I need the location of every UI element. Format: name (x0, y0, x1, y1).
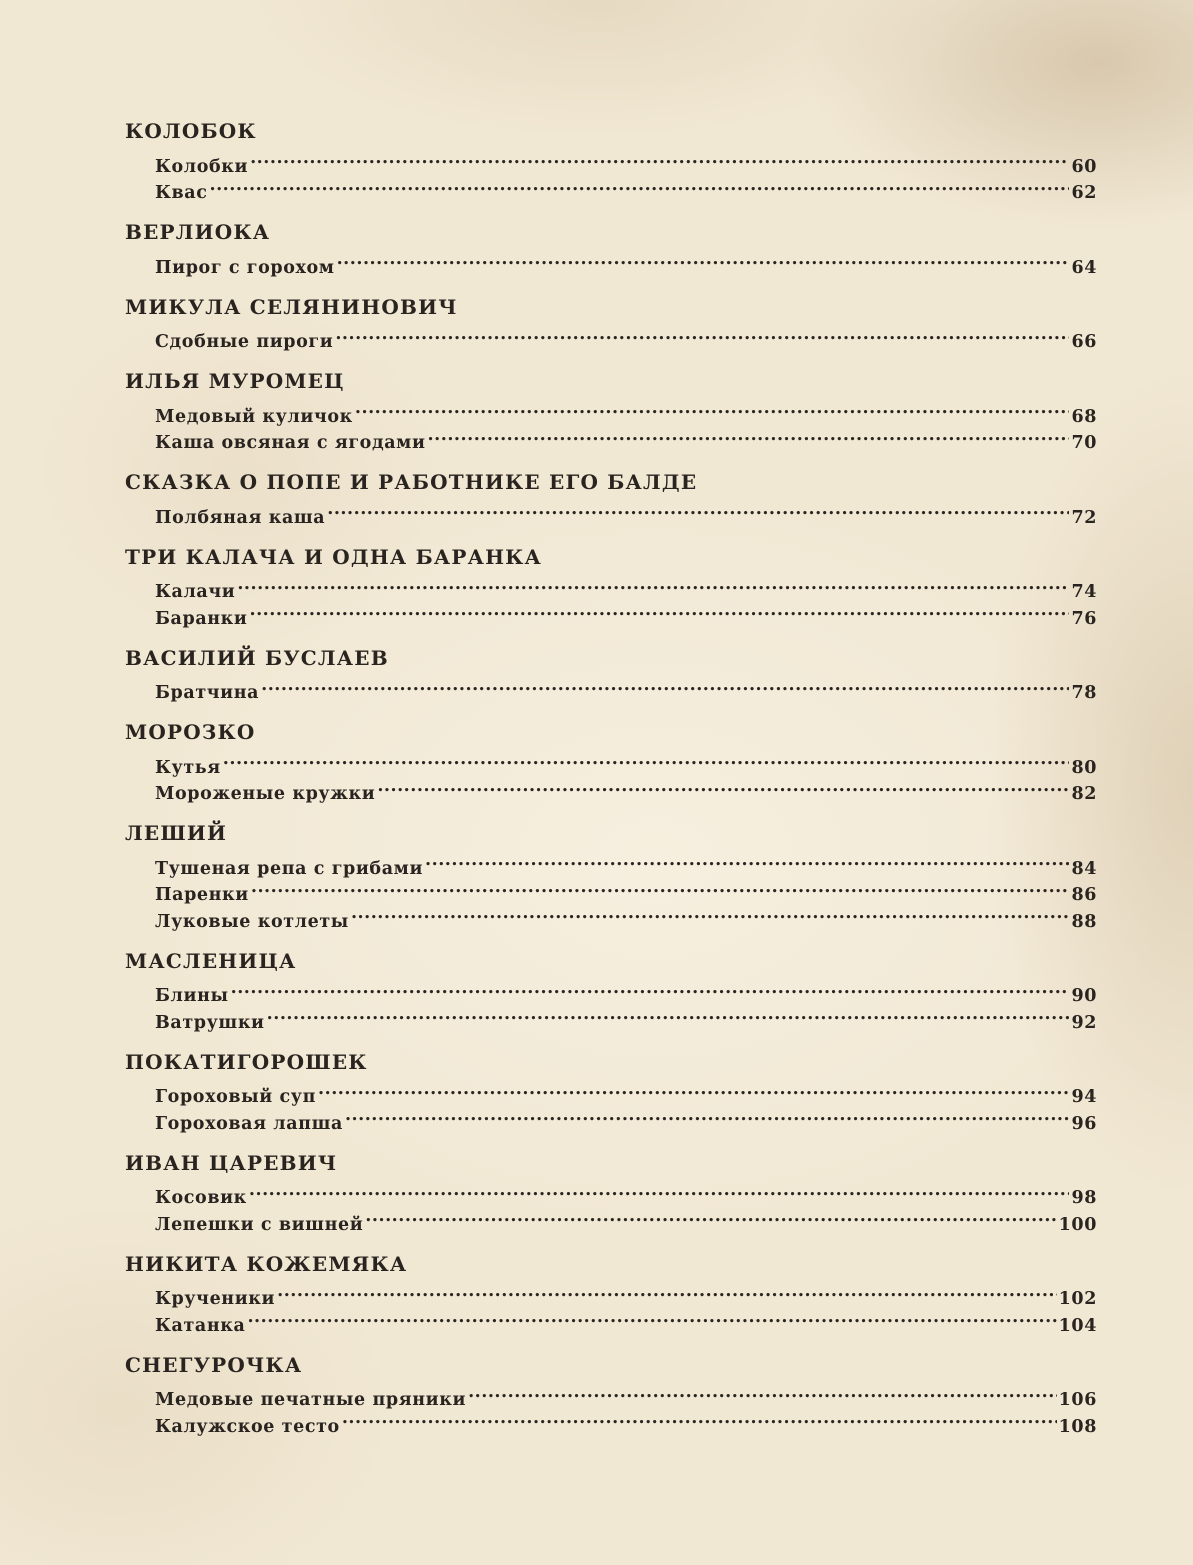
page-number: 68 (1071, 406, 1097, 427)
toc-section (125, 1250, 1097, 1336)
page-number: 60 (1071, 156, 1097, 177)
dot-leader (250, 597, 1070, 624)
entry-label: Ватрушки (155, 1012, 265, 1033)
dot-leader (351, 900, 1070, 927)
page-number: 106 (1058, 1390, 1097, 1410)
toc-section (125, 1351, 1097, 1437)
page-number: 74 (1071, 582, 1097, 602)
page-number: 72 (1071, 507, 1097, 528)
entry-label: Сдобные пироги (155, 332, 334, 352)
page-number: 84 (1071, 858, 1097, 879)
toc-entry[interactable] (125, 246, 1097, 278)
toc-entry[interactable] (125, 172, 1097, 203)
page-number: 98 (1071, 1188, 1097, 1208)
page-number: 64 (1071, 257, 1097, 278)
page-number: 96 (1071, 1113, 1097, 1134)
dot-leader (335, 321, 1069, 348)
entry-label: Баранки (155, 608, 248, 629)
entry-label: Квас (155, 183, 208, 203)
dot-leader (377, 773, 1069, 800)
toc-entry[interactable] (125, 874, 1097, 905)
page-number: 76 (1071, 608, 1097, 629)
toc-entry[interactable] (125, 1278, 1097, 1309)
table-of-contents (125, 117, 1097, 1437)
toc-section (125, 819, 1097, 932)
dot-leader (249, 1177, 1070, 1204)
dot-leader (365, 1203, 1056, 1230)
section-title: ЛЕШИЙ (125, 821, 228, 845)
section-title: СКАЗКА О ПОПЕ И РАБОТНИКЕ ЕГО БАЛДЕ (125, 470, 698, 494)
entry-label: Блины (155, 986, 229, 1006)
toc-entry[interactable] (125, 773, 1097, 804)
page-number: 100 (1058, 1214, 1097, 1235)
entry-label: Калужское тесто (155, 1416, 340, 1437)
toc-entry[interactable] (125, 571, 1097, 602)
page-number: 102 (1058, 1289, 1097, 1309)
toc-section (125, 644, 1097, 703)
page-number: 66 (1071, 332, 1097, 352)
toc-entry[interactable] (125, 321, 1097, 352)
entry-label: Лепешки с вишней (155, 1214, 364, 1235)
page-number: 104 (1058, 1315, 1097, 1336)
dot-leader (267, 1001, 1070, 1028)
dot-leader (428, 422, 1070, 449)
dot-leader (318, 1076, 1069, 1103)
section-title: ТРИ КАЛАЧА И ОДНА БАРАНКА (125, 544, 543, 569)
section-title: ВАСИЛИЙ БУСЛАЕВ (125, 645, 389, 670)
entry-label: Гороховый суп (155, 1087, 317, 1107)
toc-entry[interactable] (125, 672, 1097, 703)
section-title: СНЕГУРОЧКА (125, 1352, 303, 1377)
toc-entry[interactable] (125, 1379, 1097, 1410)
toc-entry[interactable] (125, 1203, 1097, 1235)
entry-label: Косовик (155, 1188, 247, 1208)
toc-section (125, 947, 1097, 1033)
section-title: ИВАН ЦАРЕВИЧ (125, 1150, 338, 1175)
toc-section (125, 1048, 1097, 1134)
page-number: 82 (1071, 784, 1097, 804)
toc-entry[interactable] (125, 1076, 1097, 1107)
entry-label: Пирог с горохом (155, 257, 335, 278)
dot-leader (327, 496, 1069, 523)
dot-leader (209, 172, 1069, 199)
section-title: МАСЛЕНИЦА (125, 948, 297, 973)
dot-leader (425, 847, 1069, 874)
entry-label: Кутья (155, 757, 221, 778)
dot-leader (250, 145, 1069, 172)
dot-leader (247, 1304, 1056, 1331)
page-number: 90 (1071, 986, 1097, 1006)
toc-section (125, 1149, 1097, 1235)
dot-leader (468, 1379, 1057, 1406)
page-number: 80 (1071, 757, 1097, 778)
page-number: 94 (1071, 1087, 1097, 1107)
dot-leader (231, 975, 1070, 1002)
page-number: 78 (1071, 683, 1097, 703)
dot-leader (345, 1102, 1070, 1129)
page-number: 86 (1071, 885, 1097, 905)
entry-label: Колобки (155, 156, 249, 177)
entry-label: Луковые котлеты (155, 911, 349, 932)
toc-section (125, 293, 1097, 352)
toc-entry[interactable] (125, 975, 1097, 1006)
section-title: ИЛЬЯ МУРОМЕЦ (125, 369, 345, 393)
dot-leader (355, 395, 1070, 422)
section-title: МИКУЛА СЕЛЯНИНОВИЧ (125, 294, 458, 319)
section-title: МОРОЗКО (125, 720, 256, 744)
toc-section (125, 367, 1097, 453)
dot-leader (337, 246, 1070, 273)
toc-entry[interactable] (125, 496, 1097, 528)
dot-leader (251, 874, 1070, 901)
page-number: 88 (1071, 911, 1097, 932)
toc-section (125, 218, 1097, 278)
section-title: ВЕРЛИОКА (125, 220, 271, 244)
page-number: 70 (1071, 433, 1097, 453)
entry-label: Медовый куличок (155, 406, 353, 427)
page-number: 108 (1058, 1416, 1097, 1437)
page-number: 92 (1071, 1012, 1097, 1033)
dot-leader (261, 672, 1069, 699)
dot-leader (277, 1278, 1057, 1305)
entry-label: Тушеная репа с грибами (155, 858, 424, 879)
section-title: НИКИТА КОЖЕМЯКА (125, 1251, 408, 1276)
toc-entry[interactable] (125, 847, 1097, 879)
toc-section (125, 117, 1097, 203)
toc-section (125, 468, 1097, 528)
section-title: ПОКАТИГОРОШЕК (125, 1049, 368, 1074)
toc-entry[interactable] (125, 597, 1097, 629)
section-title: КОЛОБОК (125, 119, 257, 143)
page-number: 62 (1071, 183, 1097, 203)
entry-label: Каша овсяная с ягодами (155, 433, 426, 453)
entry-label: Крученики (155, 1289, 276, 1309)
entry-label: Калачи (155, 582, 236, 602)
toc-section (125, 543, 1097, 629)
toc-entry[interactable] (125, 900, 1097, 932)
toc-section (125, 718, 1097, 804)
entry-label: Гороховая лапша (155, 1113, 343, 1134)
toc-entry[interactable] (125, 1304, 1097, 1336)
dot-leader (342, 1405, 1057, 1432)
dot-leader (237, 571, 1069, 598)
entry-label: Паренки (155, 885, 249, 905)
toc-entry[interactable] (125, 1177, 1097, 1208)
entry-label: Медовые печатные пряники (155, 1390, 467, 1410)
entry-label: Мороженые кружки (155, 784, 376, 804)
entry-label: Катанка (155, 1315, 246, 1336)
toc-entry[interactable] (125, 746, 1097, 778)
toc-entry[interactable] (125, 145, 1097, 177)
entry-label: Братчина (155, 683, 260, 703)
entry-label: Полбяная каша (155, 507, 326, 528)
toc-entry[interactable] (125, 395, 1097, 427)
dot-leader (223, 746, 1070, 773)
toc-entry[interactable] (125, 1001, 1097, 1033)
